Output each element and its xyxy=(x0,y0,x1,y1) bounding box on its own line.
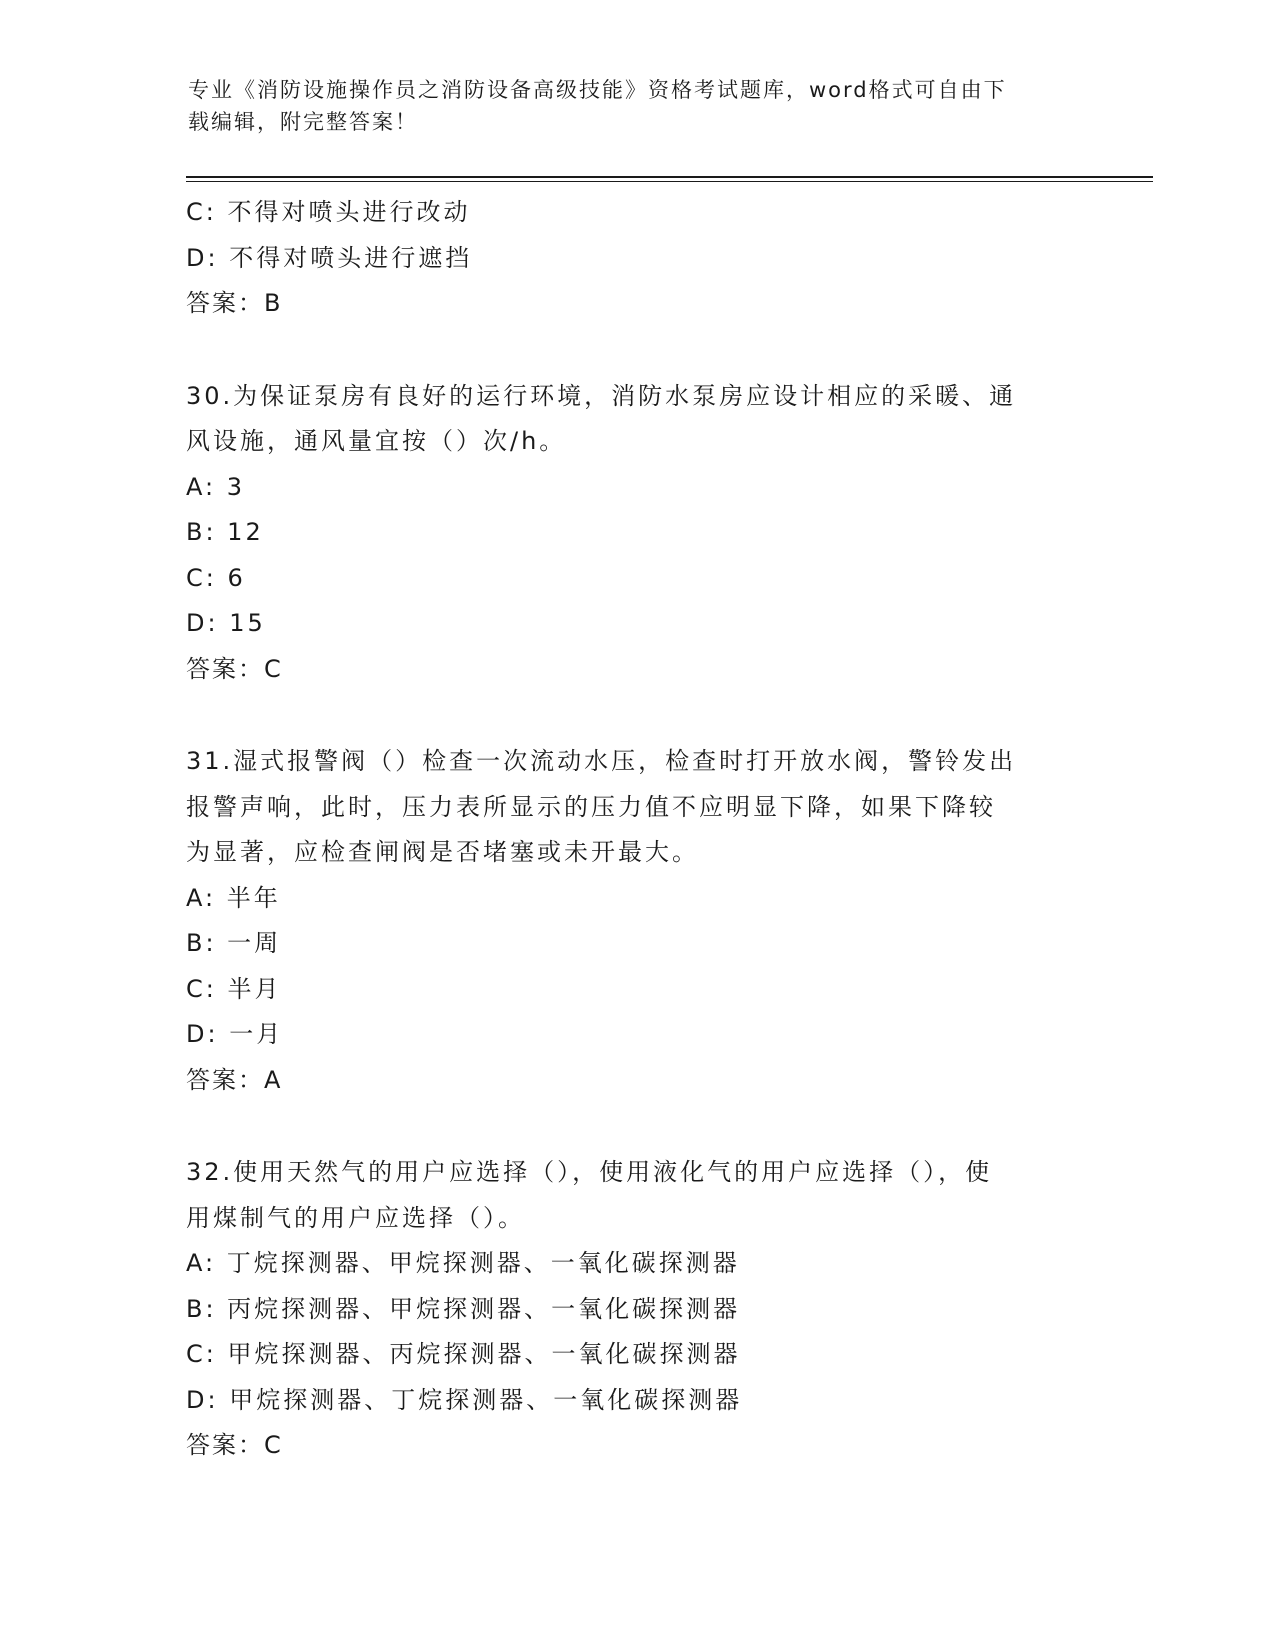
question-text: 为显著，应检查闸阀是否堵塞或未开最大。 xyxy=(186,838,699,866)
question-text: 报警声响，此时，压力表所显示的压力值不应明显下降，如果下降较 xyxy=(186,792,996,821)
question-30 xyxy=(186,374,1086,693)
header-divider xyxy=(186,176,1153,178)
option-a: A: 半年 xyxy=(186,883,281,912)
header-divider-thin xyxy=(186,181,1153,182)
question-text: 30.为保证泵房有良好的运行环境，消防水泵房应设计相应的采暖、通 xyxy=(186,381,1017,410)
option-a: A: 丁烷探测器、甲烷探测器、一氧化碳探测器 xyxy=(186,1249,740,1277)
option-c: C: 甲烷探测器、丙烷探测器、一氧化碳探测器 xyxy=(186,1340,741,1368)
option-d: D: 15 xyxy=(186,609,266,637)
question-text: 31.湿式报警阀（）检查一次流动水压，检查时打开放水阀，警铃发出 xyxy=(186,747,1017,775)
option-b: B: 丙烷探测器、甲烷探测器、一氧化碳探测器 xyxy=(186,1294,741,1323)
option-b: B: 12 xyxy=(186,518,264,546)
question-list xyxy=(186,190,1086,1469)
answer-line: 答案：A xyxy=(186,1065,283,1094)
header-line-2: 载编辑，附完整答案！ xyxy=(188,110,418,134)
header-line-1: 专业《消防设施操作员之消防设备高级技能》资格考试题库，word格式可自由下 xyxy=(188,78,1007,102)
question-text: 用煤制气的用户应选择（）。 xyxy=(186,1203,525,1232)
question-31 xyxy=(186,739,1086,1103)
option-d: D: 不得对喷头进行遮挡 xyxy=(186,243,473,272)
answer-line: 答案：C xyxy=(186,1431,283,1459)
option-c: C: 不得对喷头进行改动 xyxy=(186,198,471,226)
question-32 xyxy=(186,1150,1086,1469)
answer-line: 答案：C xyxy=(186,654,283,683)
option-c: C: 6 xyxy=(186,563,246,592)
option-b: B: 一周 xyxy=(186,929,282,957)
answer-line: 答案：B xyxy=(186,289,283,317)
question-text: 风设施，通风量宜按（）次/h。 xyxy=(186,427,567,455)
option-c: C: 半月 xyxy=(186,974,282,1003)
question-text: 32.使用天然气的用户应选择（），使用液化气的用户应选择（），使 xyxy=(186,1158,993,1186)
option-d: D: 甲烷探测器、丁烷探测器、一氧化碳探测器 xyxy=(186,1385,743,1414)
option-a: A: 3 xyxy=(186,472,245,501)
option-d: D: 一月 xyxy=(186,1020,284,1048)
document-header xyxy=(188,74,1088,138)
